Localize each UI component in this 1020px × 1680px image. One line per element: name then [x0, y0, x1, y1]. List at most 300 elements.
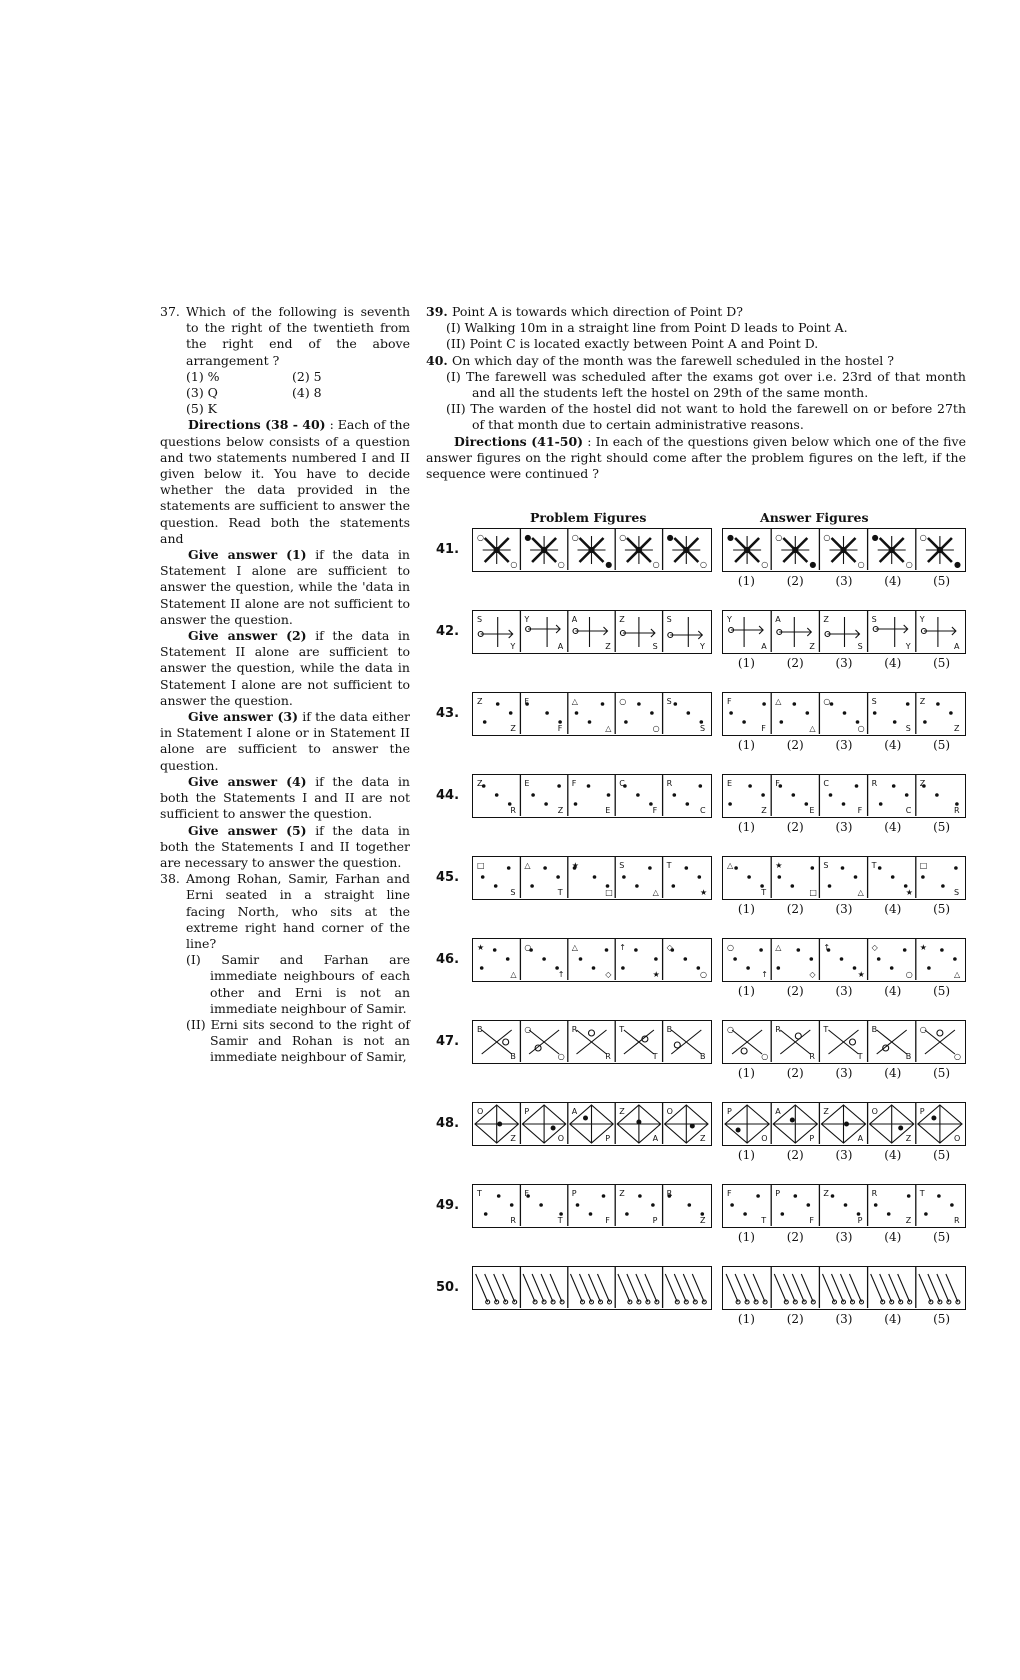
svg-text:O: O	[666, 1107, 673, 1116]
answer-figure	[771, 529, 816, 570]
question-37	[160, 304, 410, 369]
answer-labels	[722, 902, 966, 916]
directions-text: : Each of the questions below consists of a question and two statements numbered I and II given below it. You have to decide whether the data provided in the statements are sufficient to answer the question. Read both the statements and	[160, 417, 410, 546]
answer-label: (4)	[884, 984, 902, 998]
svg-text:P: P	[857, 1216, 863, 1225]
figure-strip-svg	[473, 1185, 710, 1226]
answer-figure	[868, 611, 911, 652]
svg-text:S: S	[857, 642, 863, 651]
problem-figure	[477, 943, 517, 979]
answer-figure	[916, 529, 961, 570]
question-39	[426, 304, 966, 320]
answer-label: (2)	[786, 1066, 804, 1080]
problem-figures	[472, 856, 712, 900]
problem-figures-header: Problem Figures	[530, 510, 647, 525]
answer-label: (3)	[835, 1066, 853, 1080]
answer-figure	[819, 1185, 862, 1226]
problem-figure	[663, 1021, 706, 1062]
svg-text:Z: Z	[919, 697, 926, 706]
answer-figures-header: Answer Figures	[760, 510, 869, 525]
svg-text:○: ○	[954, 1052, 961, 1061]
svg-text:△: △	[727, 861, 734, 870]
figure-strip-svg	[723, 857, 964, 898]
svg-text:●: ●	[809, 560, 817, 569]
problem-figure	[520, 775, 563, 816]
svg-text:B: B	[700, 1052, 706, 1061]
answer-figures	[722, 1184, 966, 1228]
svg-text:○: ○	[652, 560, 660, 569]
answer-figures	[722, 692, 966, 736]
question-number: 40.	[426, 352, 448, 368]
answer-figure	[916, 1103, 962, 1144]
svg-text:P: P	[652, 1216, 658, 1225]
answer-label: (1)	[737, 656, 755, 670]
problem-figures	[472, 938, 712, 982]
question-number: 45.	[436, 870, 460, 885]
svg-text:A: A	[954, 642, 960, 651]
svg-text:Z: Z	[823, 615, 829, 624]
svg-text:★: ★	[857, 970, 865, 979]
answer-label: (3)	[835, 820, 853, 834]
question-text: Point A is towards which direction of Point D?	[452, 304, 743, 319]
figure-strip-svg	[473, 693, 710, 734]
svg-text:R: R	[954, 806, 960, 815]
problem-figure	[568, 1185, 610, 1226]
problem-figure	[615, 693, 659, 734]
statement-ii: (II) Erni sits second to the right of Samir and Rohan is not an immediate neighbour of Samir,	[186, 1016, 410, 1065]
svg-text:△: △	[524, 861, 531, 870]
answer-label: (5)	[933, 1312, 951, 1326]
svg-text:◇: ◇	[666, 943, 673, 952]
answer-label: (3)	[835, 574, 853, 588]
directions-38-40	[160, 417, 410, 547]
give-answer-1	[160, 547, 410, 628]
problem-figure	[615, 529, 659, 570]
svg-text:A: A	[571, 1107, 578, 1116]
answer-label: (3)	[835, 1148, 853, 1162]
svg-text:R: R	[954, 1216, 960, 1225]
svg-text:R: R	[871, 1189, 878, 1198]
answer-figure	[868, 857, 913, 898]
figure-row	[436, 1184, 966, 1248]
svg-text:○: ○	[905, 970, 913, 979]
svg-text:Z: Z	[905, 1216, 912, 1225]
give-answer-text: if the data in both the Statements I and II together are necessary to answer the question.	[160, 822, 410, 870]
statement-i: (I) Samir and Farhan are immediate neighbours of each other and Erni is not an immediate neighbour of Samir.	[186, 952, 410, 1016]
svg-text:★: ★	[477, 943, 485, 952]
answer-figure	[726, 615, 767, 651]
figure-row	[436, 1266, 966, 1330]
answer-label: (4)	[884, 738, 902, 752]
option: (4) 8	[292, 385, 322, 401]
svg-text:O: O	[557, 1134, 565, 1143]
svg-text:△: △	[510, 970, 517, 979]
answer-figure	[819, 1103, 865, 1144]
svg-text:R: R	[510, 806, 516, 815]
answer-label: (5)	[933, 1230, 951, 1244]
problem-figure	[615, 857, 659, 898]
figure-strip-svg	[473, 611, 710, 652]
answer-label: (3)	[835, 656, 853, 670]
answer-label: (2)	[786, 820, 804, 834]
svg-text:Z: Z	[557, 806, 564, 815]
problem-figure	[615, 1185, 657, 1226]
answer-label: (2)	[786, 574, 804, 588]
give-answer-5	[160, 823, 410, 872]
svg-text:T: T	[919, 1189, 925, 1198]
svg-text:●: ●	[666, 533, 674, 542]
answer-figure	[868, 939, 913, 980]
answer-label: (5)	[933, 820, 951, 834]
answer-figures	[722, 938, 966, 982]
svg-text:F: F	[605, 1216, 610, 1225]
problem-figure	[520, 1267, 564, 1308]
answer-label: (3)	[835, 984, 853, 998]
svg-text:Z: Z	[919, 779, 926, 788]
figure-strip-svg	[473, 775, 710, 816]
problem-figure	[568, 529, 612, 570]
svg-text:T: T	[557, 888, 563, 897]
answer-labels	[722, 656, 966, 670]
answer-figure	[771, 1185, 814, 1226]
problem-figure	[615, 611, 657, 652]
svg-text:○: ○	[823, 697, 831, 706]
svg-text:Y: Y	[727, 615, 732, 624]
problem-figure	[477, 1025, 516, 1061]
svg-text:○: ○	[510, 560, 518, 569]
problem-figures	[472, 774, 712, 818]
svg-text:P: P	[919, 1107, 925, 1116]
answer-figure	[727, 533, 768, 569]
answer-figure	[725, 1105, 769, 1143]
answer-label: (5)	[933, 738, 951, 752]
svg-text:△: △	[571, 943, 578, 952]
svg-text:T: T	[857, 1052, 863, 1061]
answer-figures	[722, 1266, 966, 1310]
svg-text:A: A	[557, 642, 564, 651]
problem-figure	[568, 939, 612, 980]
svg-text:○: ○	[700, 560, 707, 569]
figure-strip-svg	[473, 1267, 710, 1308]
svg-text:A: A	[857, 1134, 864, 1143]
answer-label: (1)	[737, 574, 755, 588]
answer-figure	[916, 939, 961, 980]
svg-text:Z: Z	[700, 1216, 706, 1225]
svg-text:B: B	[871, 1025, 878, 1034]
figure-row	[436, 528, 966, 592]
problem-figure	[477, 615, 515, 651]
svg-text:●: ●	[871, 533, 879, 542]
svg-text:○: ○	[619, 533, 627, 542]
svg-text:F: F	[557, 724, 563, 733]
svg-text:A: A	[652, 1134, 659, 1143]
svg-text:R: R	[605, 1052, 611, 1061]
svg-text:↑: ↑	[557, 970, 565, 979]
svg-text:B: B	[666, 1025, 673, 1034]
figure-strip-svg	[723, 1267, 964, 1308]
figure-strip-svg	[723, 611, 964, 652]
problem-figure	[663, 1103, 708, 1144]
answer-label: (4)	[884, 656, 902, 670]
svg-text:S: S	[477, 615, 483, 624]
answer-figure	[868, 1185, 912, 1226]
answer-figure	[727, 697, 766, 733]
problem-figure	[663, 1185, 706, 1226]
svg-text:Z: Z	[700, 1134, 706, 1143]
answer-figure	[771, 775, 814, 816]
svg-text:□: □	[477, 861, 485, 870]
answer-figure	[868, 693, 911, 734]
svg-text:S: S	[823, 861, 829, 870]
svg-text:F: F	[857, 806, 863, 815]
answer-figure	[819, 775, 862, 816]
figure-row	[436, 692, 966, 756]
statement-i: (I) The farewell was scheduled after the exams got over i.e. 23rd of that month and all the students left the hostel on 29th of the same month.	[446, 368, 966, 401]
problem-figure	[615, 1267, 659, 1308]
svg-text:○: ○	[775, 533, 783, 542]
answer-figure	[727, 861, 766, 897]
problem-figure	[477, 697, 516, 733]
problem-figure	[520, 939, 564, 980]
svg-text:S: S	[871, 615, 877, 624]
svg-text:E: E	[727, 779, 733, 788]
svg-text:A: A	[571, 615, 578, 624]
problem-figures	[472, 528, 712, 572]
svg-text:△: △	[775, 943, 782, 952]
svg-text:★: ★	[571, 861, 579, 870]
question-number: 41.	[436, 542, 460, 557]
answer-figure	[916, 1021, 961, 1062]
problem-figure	[476, 1189, 516, 1225]
answer-figures	[722, 1102, 966, 1146]
question-number: 48.	[436, 1116, 460, 1131]
answer-label: (4)	[884, 820, 902, 834]
answer-label: (2)	[786, 902, 804, 916]
answer-figure	[868, 1103, 914, 1144]
question-number: 47.	[436, 1034, 460, 1049]
svg-text:O: O	[871, 1107, 878, 1116]
problem-figures	[472, 1184, 712, 1228]
svg-text:F: F	[727, 697, 732, 706]
give-answer-text: if the data in Statement II alone are sufficient to answer the question, while the data in Statement I alone are not sufficient to answer the question.	[160, 628, 410, 708]
problem-figures	[472, 1102, 712, 1146]
give-answer-text: if the data in Statement I alone are sufficient to answer the question, while the 'data in Statement II alone are not sufficient to answer the question.	[160, 547, 410, 627]
svg-text:○: ○	[857, 724, 865, 733]
svg-text:△: △	[571, 697, 578, 706]
answer-figure	[916, 693, 960, 734]
svg-text:E: E	[809, 806, 815, 815]
answer-label: (2)	[786, 1230, 804, 1244]
answer-figures	[722, 610, 966, 654]
svg-text:◇: ◇	[809, 970, 816, 979]
svg-text:T: T	[557, 1216, 563, 1225]
svg-text:T: T	[666, 861, 672, 870]
give-answer-label: Give answer (3)	[188, 709, 298, 725]
svg-text:P: P	[571, 1189, 577, 1198]
svg-text:○: ○	[919, 533, 927, 542]
answer-label: (2)	[786, 984, 804, 998]
svg-text:Z: Z	[619, 1107, 625, 1116]
svg-text:B: B	[510, 1052, 516, 1061]
svg-text:○: ○	[919, 1025, 927, 1034]
svg-text:◇: ◇	[605, 970, 612, 979]
answer-label: (3)	[835, 1312, 853, 1326]
svg-text:F: F	[524, 697, 530, 706]
svg-text:O: O	[477, 1107, 484, 1116]
answer-figures	[722, 1020, 966, 1064]
svg-text:B: B	[905, 1052, 912, 1061]
answer-figure	[771, 939, 816, 980]
figure-row	[436, 1020, 966, 1084]
answer-figure	[819, 611, 862, 652]
figure-strip-svg	[723, 529, 964, 570]
svg-text:E: E	[524, 779, 530, 788]
svg-text:O: O	[761, 1134, 768, 1143]
problem-figure	[663, 1267, 707, 1308]
svg-text:A: A	[775, 615, 781, 624]
svg-text:Z: Z	[823, 1189, 829, 1198]
problem-figure	[475, 1105, 518, 1143]
answer-figures	[722, 528, 966, 572]
svg-text:S: S	[619, 861, 625, 870]
answer-figure	[771, 1267, 815, 1308]
svg-text:T: T	[477, 1189, 482, 1198]
problem-figure	[663, 611, 705, 652]
answer-figure	[868, 775, 912, 816]
answer-label: (5)	[933, 984, 951, 998]
svg-text:○: ○	[524, 1025, 532, 1034]
answer-labels	[722, 984, 966, 998]
answer-figure	[868, 1267, 912, 1308]
answer-label: (1)	[737, 738, 755, 752]
answer-labels	[722, 1312, 966, 1326]
svg-text:R: R	[510, 1216, 516, 1225]
question-number: 38.	[160, 871, 180, 887]
svg-text:○: ○	[823, 533, 831, 542]
answer-figure	[819, 529, 864, 570]
svg-text:△: △	[652, 888, 659, 897]
statement-ii: (II) Point C is located exactly between Point A and Point D.	[446, 336, 819, 352]
svg-text:△: △	[809, 724, 816, 733]
answer-label: (3)	[835, 902, 853, 916]
problem-figure	[520, 529, 564, 570]
answer-labels	[722, 574, 966, 588]
problem-figure	[663, 693, 705, 734]
svg-text:A: A	[775, 1107, 781, 1116]
answer-label: (1)	[737, 1230, 755, 1244]
directions-text: : In each of the questions given below which one of the five answer figures on the right should come after the problem figures on the left, if the sequence were continued ?	[426, 433, 966, 482]
svg-text:○: ○	[761, 1052, 769, 1061]
svg-text:C: C	[700, 806, 706, 815]
figure-strip-svg	[723, 1021, 964, 1062]
give-answer-4	[160, 774, 410, 823]
question-text: Which of the following is seventh to the right of the twentieth from the right end of the above arrangement ?	[186, 304, 410, 368]
svg-text:Z: Z	[605, 642, 611, 651]
answer-label: (2)	[786, 738, 804, 752]
answer-label: (3)	[835, 1230, 853, 1244]
figure-strip-svg	[723, 1103, 964, 1144]
svg-text:Z: Z	[954, 724, 960, 733]
answer-figure	[916, 1185, 960, 1226]
svg-text:R: R	[571, 1025, 578, 1034]
problem-figure	[520, 1103, 565, 1144]
directions-label: Directions (38 - 40)	[188, 417, 326, 433]
figure-row	[436, 774, 966, 838]
svg-text:○: ○	[477, 533, 484, 542]
question-37-options	[186, 369, 410, 418]
figure-row	[436, 1102, 966, 1166]
figure-strip-svg	[473, 857, 710, 898]
answer-label: (5)	[933, 902, 951, 916]
answer-figure	[819, 1267, 863, 1308]
give-answer-label: Give answer (2)	[188, 628, 307, 644]
answer-label: (4)	[884, 1230, 902, 1244]
answer-label: (4)	[884, 1312, 902, 1326]
svg-text:R: R	[666, 1189, 673, 1198]
answer-label: (5)	[933, 1148, 951, 1162]
svg-text:T: T	[652, 1052, 658, 1061]
answer-label: (5)	[933, 574, 951, 588]
svg-text:○: ○	[652, 724, 660, 733]
svg-text:B: B	[477, 1025, 483, 1034]
problem-figure	[476, 1274, 517, 1304]
answer-figure	[819, 693, 864, 734]
answer-label: (4)	[884, 1066, 902, 1080]
answer-figure	[771, 857, 817, 898]
svg-text:T: T	[619, 1025, 625, 1034]
answer-label: (2)	[786, 656, 804, 670]
svg-text:Y: Y	[905, 642, 911, 651]
figure-strip-svg	[723, 693, 964, 734]
answer-figure	[916, 1267, 960, 1308]
svg-text:F: F	[809, 1216, 815, 1225]
give-answer-2	[160, 628, 410, 709]
svg-text:S: S	[700, 724, 706, 733]
problem-figure	[520, 1021, 564, 1062]
answer-figure	[819, 1021, 862, 1062]
svg-text:Z: Z	[619, 615, 625, 624]
svg-text:F: F	[775, 779, 780, 788]
answer-figure	[727, 1025, 768, 1061]
question-number: 39.	[426, 304, 448, 319]
problem-figures	[472, 692, 712, 736]
question-text: Among Rohan, Samir, Farhan and Erni seated in a straight line facing North, who sits at the extreme right hand corner of the line?	[186, 871, 410, 951]
give-answer-label: Give answer (1)	[188, 547, 307, 563]
svg-text:S: S	[510, 888, 516, 897]
svg-text:△: △	[954, 970, 961, 979]
answer-figure	[819, 939, 864, 980]
svg-text:C: C	[823, 779, 829, 788]
option: (1) %	[186, 368, 220, 384]
svg-text:S: S	[954, 888, 960, 897]
option: (3) Q	[186, 385, 218, 401]
problem-figure	[615, 1103, 660, 1144]
svg-text:Y: Y	[700, 642, 705, 651]
answer-figures	[722, 774, 966, 818]
svg-text:□: □	[809, 888, 817, 897]
svg-text:○: ○	[761, 560, 769, 569]
problem-figure	[520, 1185, 563, 1226]
problem-figure	[663, 775, 706, 816]
svg-text:Y: Y	[510, 642, 516, 651]
answer-labels	[722, 820, 966, 834]
figure-strip-svg	[723, 939, 964, 980]
problem-figure	[568, 1267, 612, 1308]
problem-figures	[472, 1266, 712, 1310]
svg-text:□: □	[919, 861, 928, 870]
svg-text:P: P	[524, 1107, 530, 1116]
problem-figures	[472, 1020, 712, 1064]
